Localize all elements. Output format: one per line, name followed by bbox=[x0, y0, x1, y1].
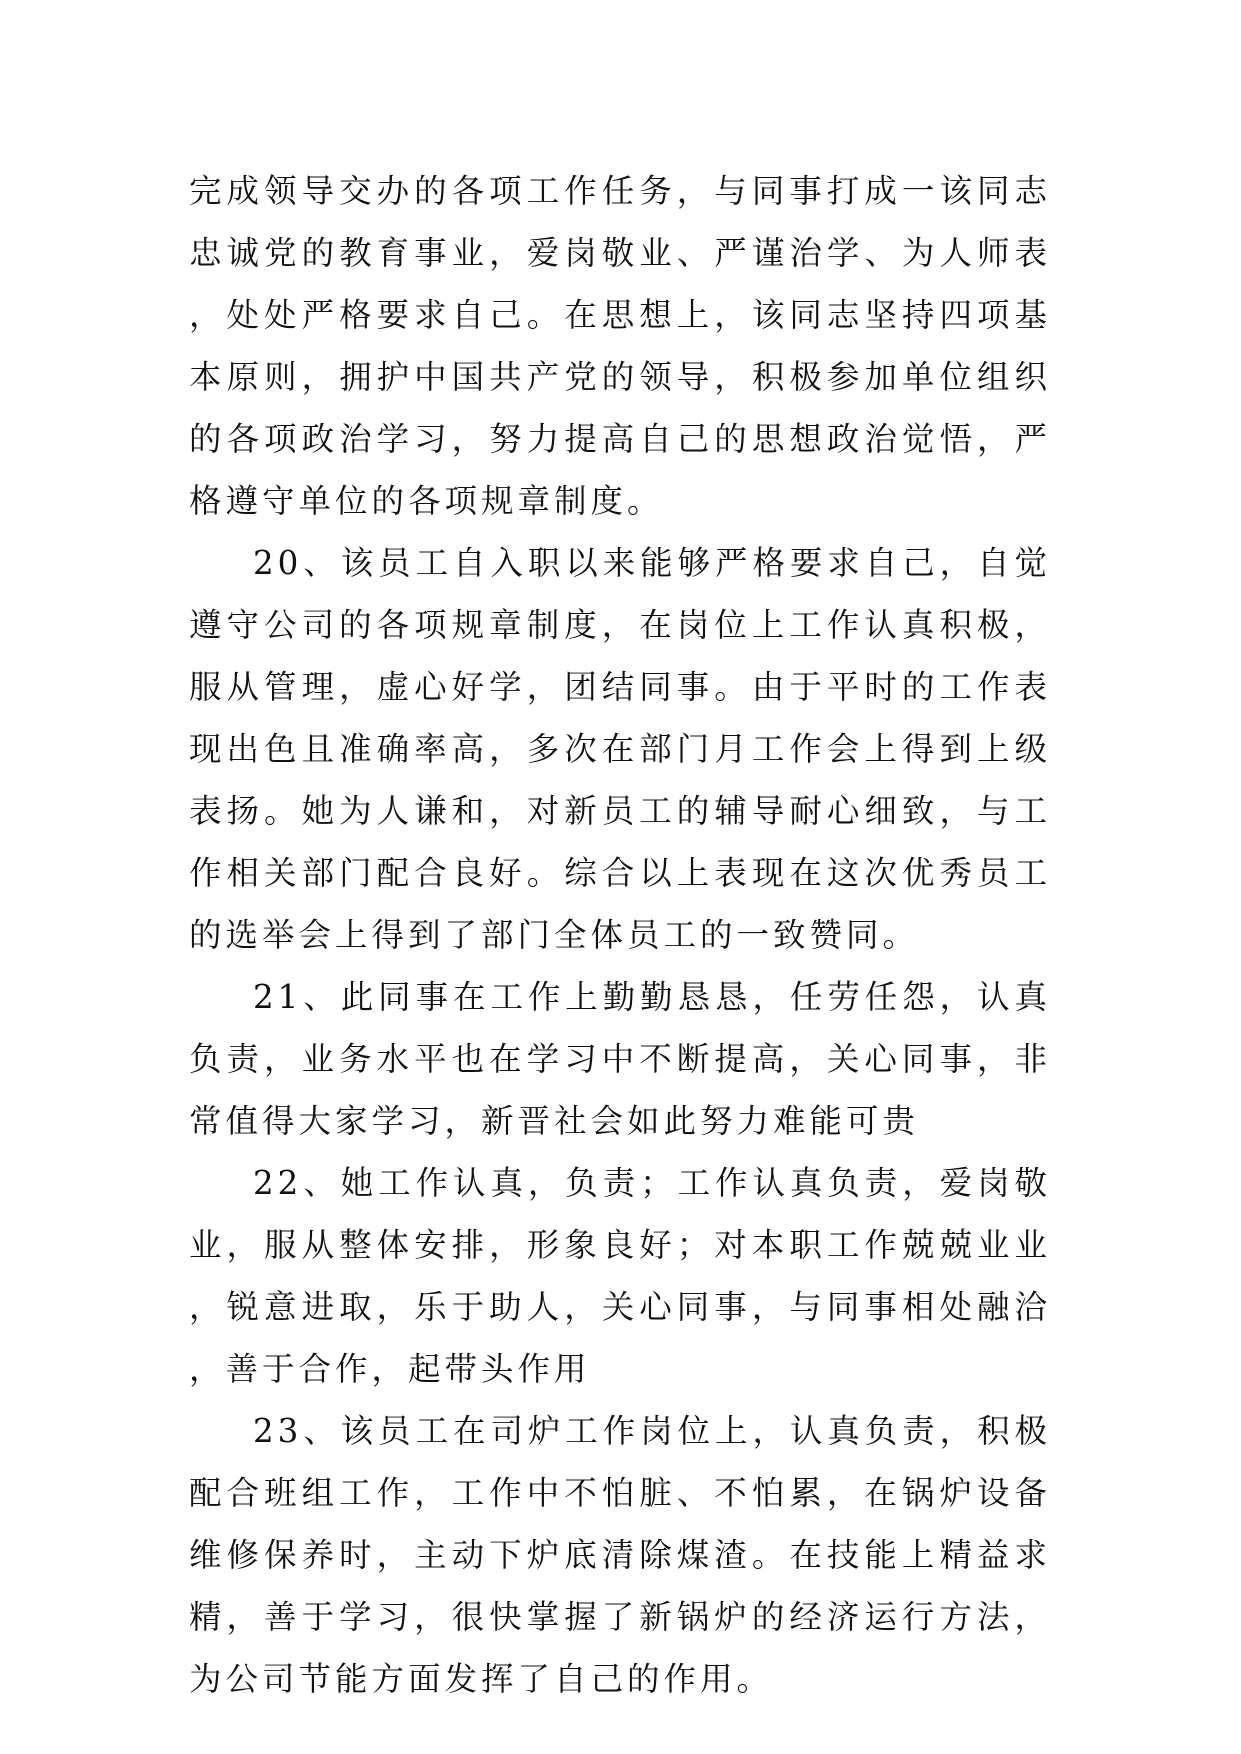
paragraph-item-23: 23、该员工在司炉工作岗位上，认真负责，积极配合班组工作，工作中不怕脏、不怕累，在锅炉设备维修保养时，主动下炉底清除煤渣。在技能上精益求精，善于学习，很快掌握了新锅炉的经济运行方法，为公司节能方面发挥了自己的作用。 bbox=[189, 1412, 1051, 1698]
paragraph-item-20: 20、该员工自入职以来能够严格要求自己，自觉遵守公司的各项规章制度，在岗位上工作认真积极，服从管理，虚心好学，团结同事。由于平时的工作表现出色且准确率高，多次在部门月工作会上得到上级表扬。她为人谦和，对新员工的辅导耐心细致，与工作相关部门配合良好。综合以上表现在这次优秀员工的选举会上得到了部门全体员工的一致赞同。 bbox=[189, 544, 1051, 954]
paragraph-item-21: 21、此同事在工作上勤勤恳恳，任劳任怨，认真负责，业务水平也在学习中不断提高，关心同事，非常值得大家学习，新晋社会如此努力难能可贵 bbox=[189, 978, 1051, 1140]
paragraph-continuation: 完成领导交办的各项工作任务，与同事打成一该同志忠诚党的教育事业，爱岗敬业、严谨治学、为人师表，处处严格要求自己。在思想上，该同志坚持四项基本原则，拥护中国共产党的领导，积极参加单位组织的各项政治学习，努力提高自己的思想政治觉悟，严格遵守单位的各项规章制度。 bbox=[189, 172, 1051, 520]
document-body bbox=[189, 160, 1051, 1710]
paragraph-item-22: 22、她工作认真，负责；工作认真负责，爱岗敬业，服从整体安排，形象良好；对本职工作兢兢业业，锐意进取，乐于助人，关心同事，与同事相处融洽，善于合作，起带头作用 bbox=[189, 1164, 1051, 1388]
